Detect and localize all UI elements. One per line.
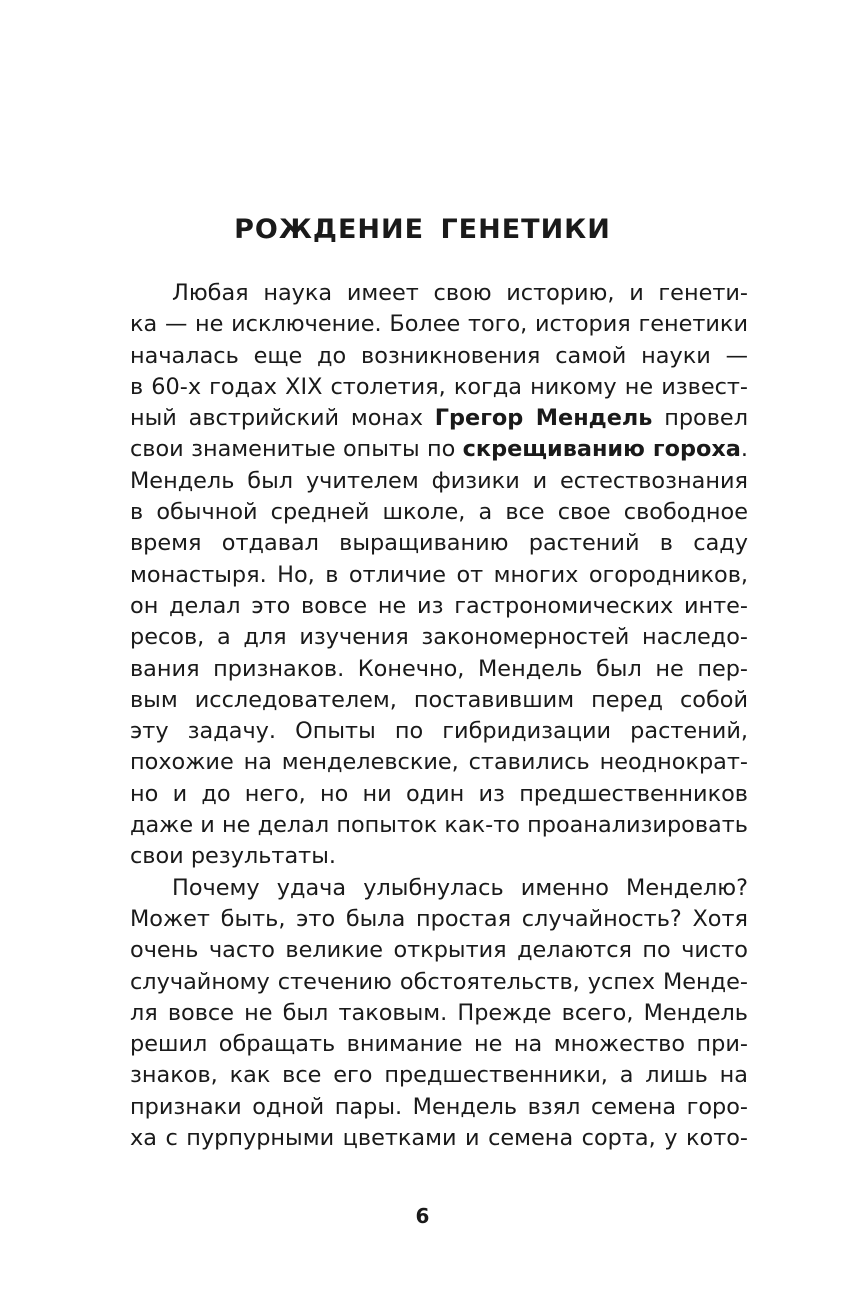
text-line: случайному стечению обстоятельств, успех Менде-	[130, 968, 748, 995]
text-line: Может быть, это была простая случайность? Хотя	[130, 905, 748, 932]
text-line: Мендель был учителем физики и естествознания	[130, 467, 748, 494]
text-line: похожие на менделевские, ставились неоднократ-	[130, 749, 748, 776]
text-line: время отдавал выращиванию растений в саду	[130, 530, 748, 557]
text-line: началась еще до возникновения самой науки —	[130, 342, 748, 369]
text-line: но и до него, но ни один из предшественников	[130, 780, 748, 807]
text-line: свои результаты.	[130, 843, 336, 870]
text-line-with-bold	[130, 434, 748, 465]
text-line: Любая наука имеет свою историю, и генети-	[172, 280, 748, 306]
text-line: эту задачу. Опыты по гибридизации растений,	[130, 718, 748, 745]
text-line: монастыря. Но, в отличие от многих огородников,	[130, 561, 748, 588]
text-fragment: свои знаменитые опыты по	[130, 436, 463, 463]
bold-term-pea-crossing: скрещиванию гороха	[462, 436, 741, 463]
chapter-title: РОЖДЕНИЕ ГЕНЕТИКИ	[234, 214, 611, 245]
text-fragment: провел	[652, 405, 748, 432]
text-line: в 60-х годах XIX столетия, когда никому не извест-	[130, 373, 748, 400]
text-line: ха с пурпурными цветками и семена сорта, у кото-	[130, 1125, 748, 1152]
text-line: знаков, как все его предшественники, а лишь на	[130, 1062, 748, 1089]
text-line: вым исследователем, поставившим перед собой	[130, 686, 748, 713]
text-fragment: ный австрийский монах	[130, 405, 435, 432]
text-line-with-bold	[130, 403, 748, 434]
body-text	[130, 278, 748, 1154]
text-line: решил обращать внимание не на множество при-	[130, 1031, 748, 1058]
text-line: ля вовсе не был таковым. Прежде всего, Мендель	[130, 999, 748, 1026]
text-fragment: .	[740, 436, 748, 463]
text-line: признаки одной пары. Мендель взял семена горо-	[130, 1093, 748, 1120]
text-line: в обычной средней школе, а все свое свободное	[130, 499, 748, 526]
bold-name-gregor-mendel: Грегор Мендель	[434, 405, 653, 432]
text-line: вания признаков. Конечно, Мендель был не пер-	[130, 655, 748, 682]
page-number: 6	[415, 1204, 430, 1228]
text-line: очень часто великие открытия делаются по чисто	[130, 937, 748, 964]
text-line: ка — не исключение. Более того, история генетики	[130, 311, 748, 338]
text-line: ресов, а для изучения закономерностей наследо-	[130, 624, 748, 651]
text-line: Почему удача улыбнулась именно Менделю?	[172, 874, 748, 901]
text-line: он делал это вовсе не из гастрономических инте-	[130, 592, 748, 619]
text-line: даже и не делал попыток как-то проанализировать	[130, 812, 748, 839]
